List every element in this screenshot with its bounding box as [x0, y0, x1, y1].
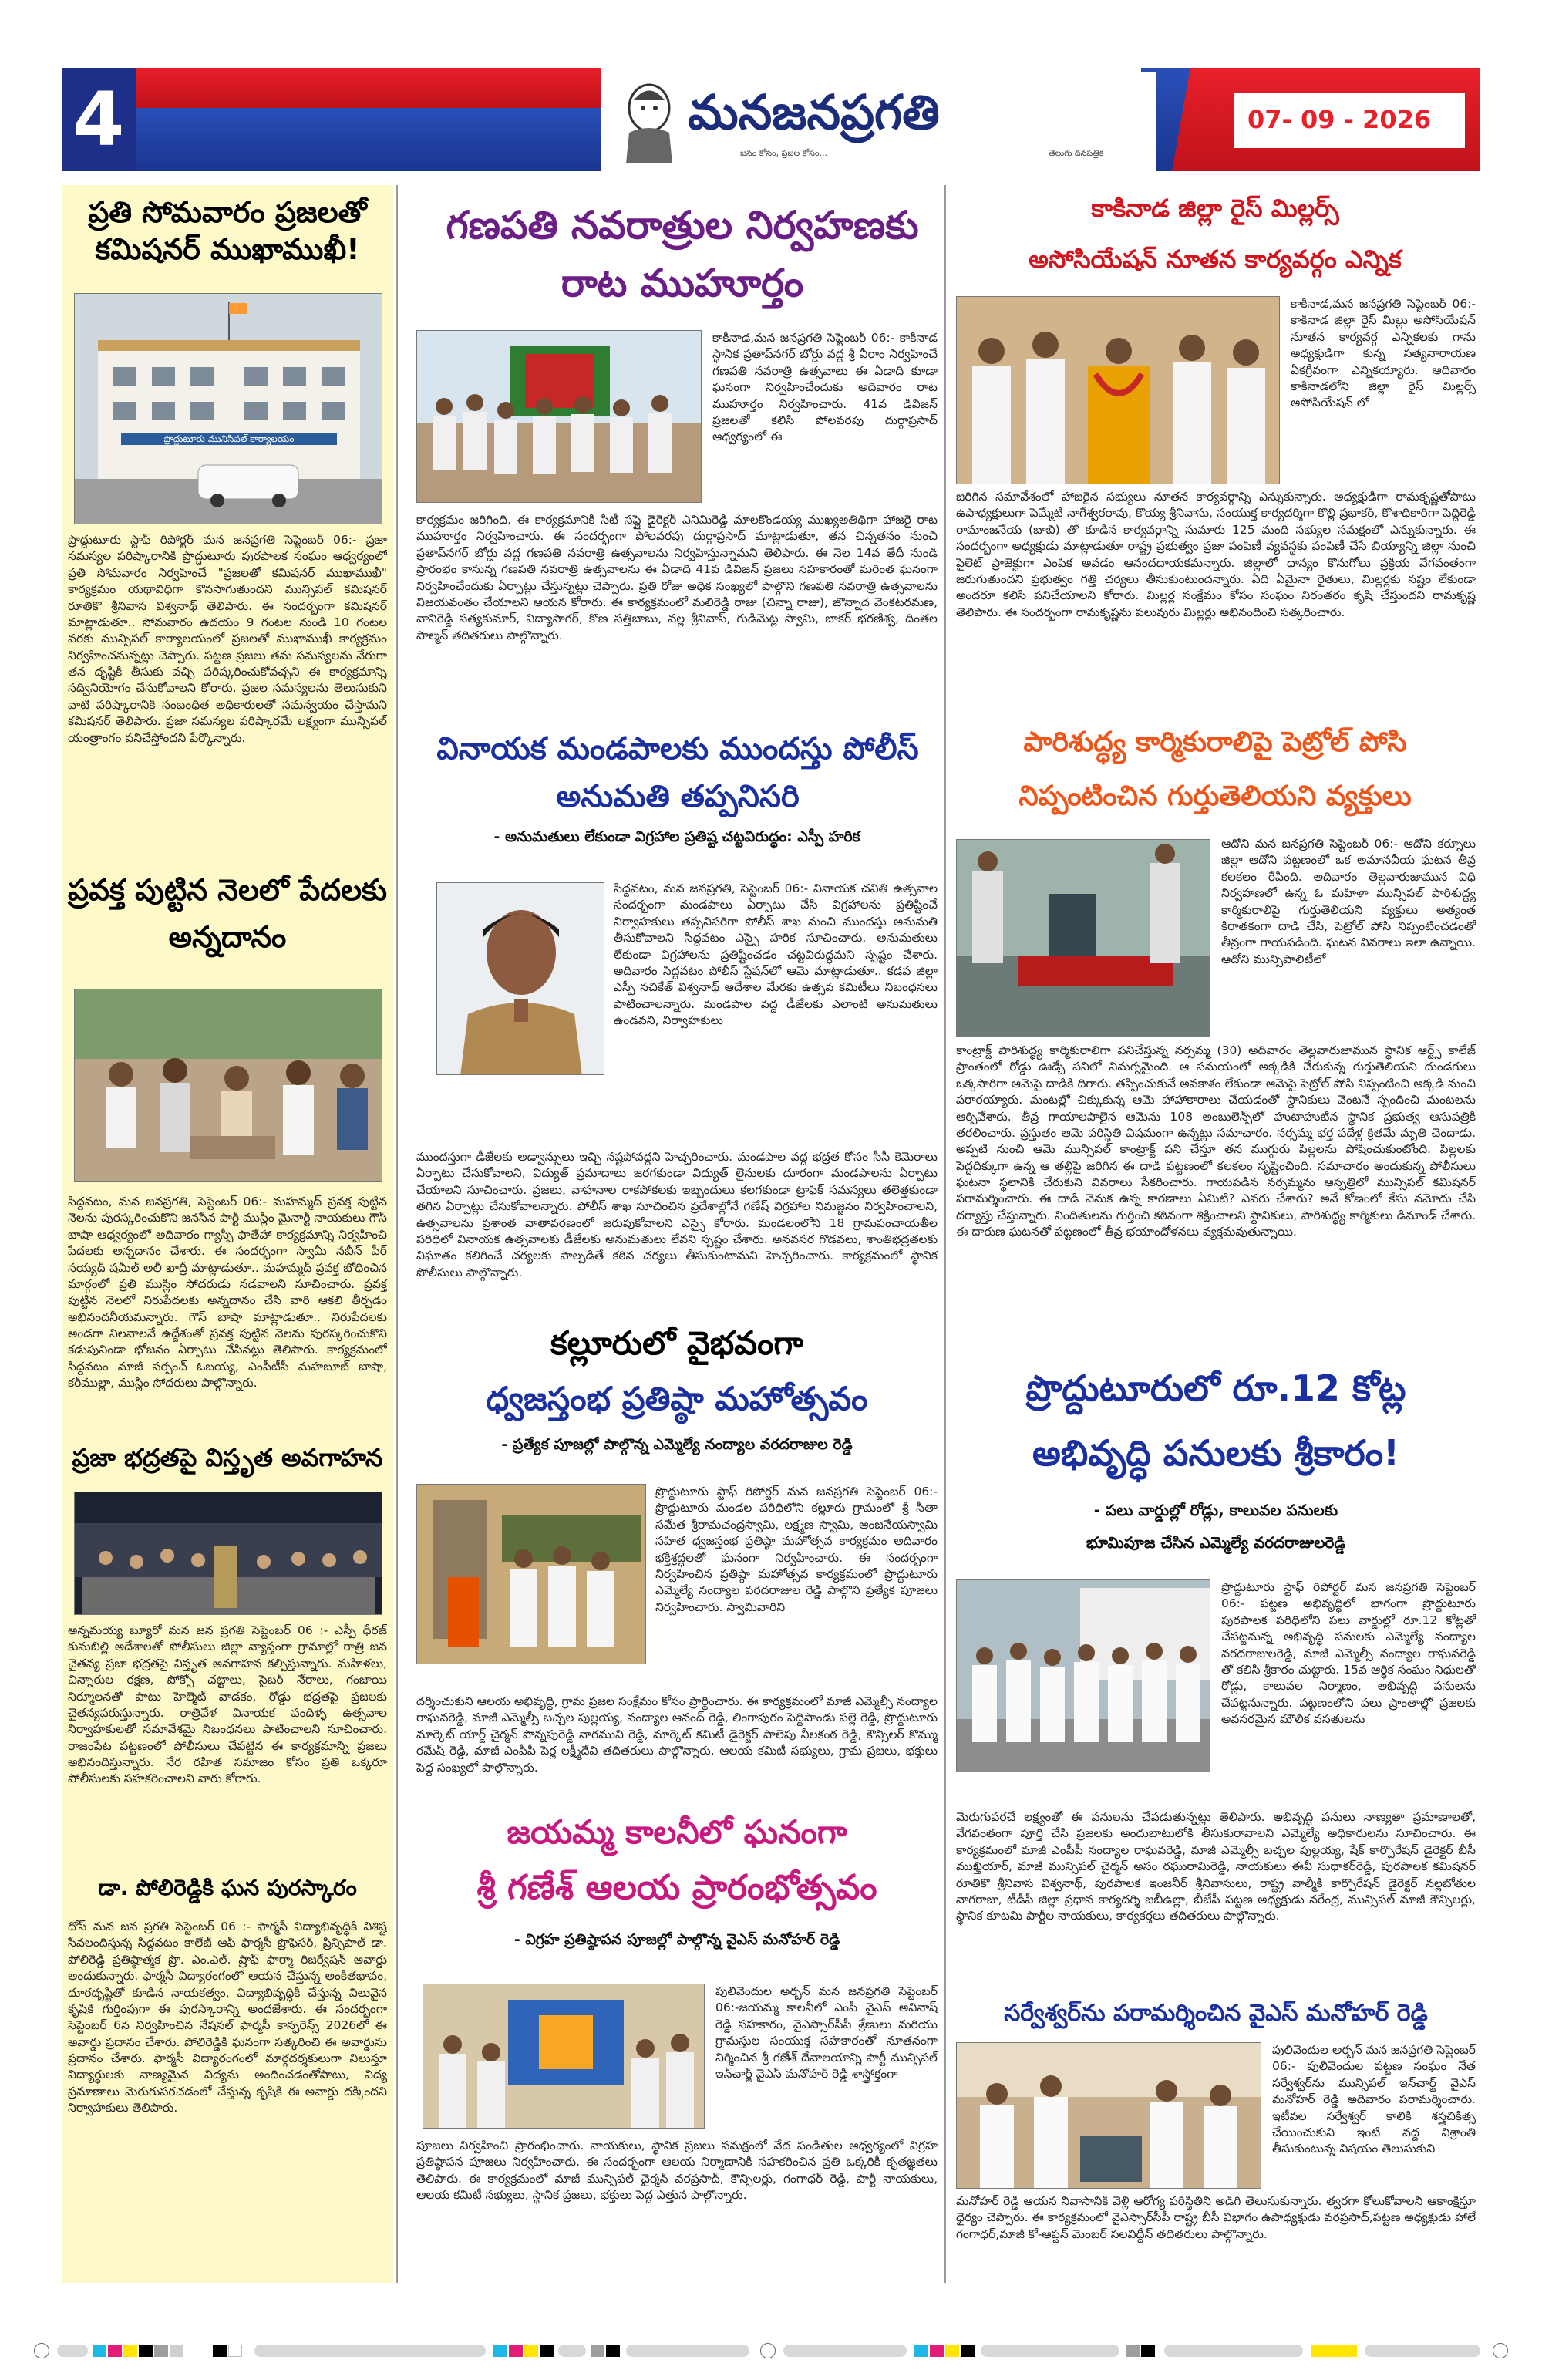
swatch-gray [154, 2345, 168, 2357]
body-jayamma-narrow: పులివెందుల అర్బన్ మన జనప్రగతి సెప్టెంబర్ 06:-జయమ్మ కాలనీలో ఎంపీ వైఎస్ అవినాష్ రెడ్డి సహకారం, వైఎస్సార్‌సీపీ శ్రేణులు మరియు గ్రామస్తుల సంయుక్త సహకారంతో నూతనంగా నిర్మించిన శ్రీ గణేశ్ దేవాలయాన్ని పార్టీ మున్సిపల్ ఇన్‌చార్జ్ వైఎస్ మనోహర్ రెడ్డి శాస్త్రోక్తంగా [715, 1984, 938, 2081]
swatch-black [139, 2345, 153, 2357]
swatch-black [606, 2345, 620, 2357]
building-sign-text: ప్రొద్దుటూరు మునిసిపల్ కార్యాలయం [163, 433, 295, 444]
swatch-white [228, 2345, 242, 2357]
police-officer-image [437, 883, 604, 1075]
swatch-cyan [493, 2345, 507, 2357]
photo-kallur [416, 1484, 646, 1664]
body-ganapati-wide: కార్యక్రమం జరిగింది. ఈ కార్యక్రమానికి సిటీ సప్లై డైరెక్టర్ ఎనిమిరెడ్డి మాలకొండయ్య ముఖ్యఅతిథిగా హాజరై రాట ముహూర్తం నిర్వహించారు. ఈ సందర్భంగా పోలవరపు దుర్గాప్రసాద్ మాట్లాడుతూ, తన చిన్నతనం నుంచి ప్రతాప్‌నగర్ బోర్డు వద్ద గణపతి నవరాత్రి ఉత్సవాలను నిర్వహిస్తున్నామని తెలిపారు. ఈ నెల 14వ తేదీ నుండి ప్రారంభం కానున్న గణపతి నవరాత్రి ఉత్సవాలను ఈ ఏడాది 41వ డివిజన్ ప్రజలు సహకారంతో మరింత ఘనంగా నిర్వహించేందుకు ఏర్పాట్లు చేస్తున్నట్లు చెప్పారు. ప్రతి రోజు అధిక సంఖ్యలో పాల్గొని గణపతి నవరాత్రి ఉత్సవాలను విజయవంతం చేయాలని ఆయన కోరారు. ఈ కార్యక్రమంలో మలిరెడ్డి రాజు (చిన్నా రాజు), జొన్నాద వెంకటరమణ, వానిరెడ్డి సత్యకుమార్, విద్యాసాగర్, కొణ సత్తిబాబు, వల్ల శ్రీనివాస్, గుడిమెట్ల స్వామి, బాకర్ భరణిశ్వ, దింతల సాల్మన్ తదితరులు పాల్గొన్నారు. [416, 513, 938, 642]
body-development-narrow: ప్రొద్దుటూరు స్టాఫ్ రిపోర్టర్ మన జనప్రగతి సెప్టెంబర్ 06:- పట్టణ అభివృద్ధిలో భాగంగా ప్రొద్దుటూరు పురపాలక పరిధిలోని పలు వార్డుల్లో రూ.12 కోట్లతో చేపట్టనున్న అభివృద్ధి పనులకు ఎమ్మెల్యే నంద్యాల వరదరాజులరెడ్డి, మాజీ ఎమ్మెల్సీ నంద్యాల రాఘవరెడ్డి తో కలిసి శ్రీకారం చుట్టారు. 15వ ఆర్థిక సంఘం నిధులతో రోడ్లు, కాలువల నిర్మాణం, అభివృద్ధి పనులను చేపట్టనున్నారు. పట్టణంలోని పలు ప్రాంతాల్లో ప్రజలకు అవసరమైన మౌలిక వసతులను [1221, 1580, 1476, 1726]
photo-sanitation [956, 839, 1210, 1037]
swatch-magenta [108, 2345, 122, 2357]
body-commissioner: ప్రొద్దుటూరు స్టాఫ్ రిపోర్టర్ మన జనప్రగతి సెప్టెంబర్ 06:- ప్రజా సమస్యల పరిష్కారానికి ప్రొద్దుటూరు పురపాలక సంఘం ఆధ్వర్యంలో ప్రతి సోమవారం నిర్వహించే "ప్రజలతో కమిషనర్ ముఖాముఖీ" కార్యక్రమం యథావిధిగా కొనసాగుతుందని మున్సిపల్ కమిషనర్ రూతికొ శ్రీనివాస విశ్వనాథ్ తెలిపారు. ఈ సందర్భంగా కమిషనర్ మాట్లాడుతూ.. సోమవారం ఉదయం 9 గంటల నుండి 10 గంటల వరకు మున్సిపల్ కార్యాలయంలో ప్రజలతో ముఖాముఖీ కార్యక్రమం నిర్వహించనున్నట్లు చెప్పారు. పట్టణ ప్రజలు తమ సమస్యలను నేరుగా తన దృష్టికి తీసుకు వచ్చి పరిష్కరించుకోవచ్చని ఈ కార్యక్రమాన్ని సద్వినియోగం చేసుకోవాలని కోరారు. ప్రజల సమస్యలను తెలుసుకుని వాటి పరిష్కారానికి సంబంధిత అధికారులతో సమన్వయం చేస్తామని కమిషనర్ తెలిపారు. ప్రజా సమస్యల పరిష్కారమే లక్ష్యంగా మున్సిపల్ యంత్రాంగం పనిచేస్తోందని పేర్కొన్నారు. [68, 533, 387, 745]
body-rice-narrow: కాకినాడ,మన జనప్రగతి సెప్టెంబర్ 06:- కాకినాడ జిల్లా రైస్ మిల్లు అసోసియేషన్ నూతన కార్యవర్గ ఎన్నికలకు గాను అధ్యక్షుడిగా కున్న సత్యనారాయణ ఏకగ్రీవంగా ఎన్నికయ్యారు. ఆదివారం కాకినాడలోని జిల్లా రైస్ మిల్లర్స్ అసోసియేషన్ లో [1291, 297, 1476, 410]
headline-award: డా. పోలిరెడ్డికి ఘన పురస్కారం [98, 1875, 357, 1900]
photo-municipal-building [74, 293, 382, 524]
millers-group-image [957, 297, 1280, 484]
body-jayamma-wide: పూజలు నిర్వహించి ప్రారంభించారు. నాయకులు, స్థానిక ప్రజలు సమక్షంలో వేద పండితుల ఆధ్వర్యంలో విగ్రహ ప్రతిష్ఠాపన పూజలు నిర్వహించారు. ఈ సందర్భంగా ఆలయ నిర్మాణానికి సహకరించిన ప్రతి ఒక్కరికీ కృతజ్ఞతలు తెలిపారు. ఈ కార్యక్రమంలో మాజీ మున్సిపల్ చైర్మన్ వరప్రసాద్, కౌన్సిలర్లు, గంగాధర్ రెడ్డి, పార్టీ నాయకులు, ఆలయ కమిటీ సభ్యులు, స్థానిక ప్రజలు, భక్తులు పెద్ద ఎత్తున పాల్గొన్నారు. [416, 2139, 938, 2203]
footer-pill [981, 2345, 1119, 2357]
temple-opening-image [423, 1984, 705, 2129]
headline-jayamma-line1: జయమ్మ కాలనీలో ఘనంగా [507, 1813, 847, 1851]
headline-rice-line1: కాకినాడ జిల్లా రైస్ మిల్లర్స్ [1091, 194, 1339, 223]
body-rice-wide: జరిగిన సమావేశంలో హాజరైన సభ్యులు నూతన కార్యవర్గాన్ని ఎన్నుకున్నారు. అధ్యక్షుడిగా రామకృష్ణతోపాటు ఉపాధ్యక్షులుగా పెమ్మేటి నాగేశ్వరరావు, కొయ్య శ్రీనివాసు, సంయుక్త కార్యదర్శిగా కొల్లి ప్రభాకర్, కోశాధికారిగా పెద్దిరెడ్డి రామాంజనేయ (బాబి) తో కూడిన కార్యవర్గాన్ని సుమారు 125 మంది సభ్యుల సమక్షంలో ఎన్నుకున్నారు. ఈ సందర్భంగా అధ్యక్షుడు మాట్లాడుతూ రాష్ట్ర ప్రభుత్వం ప్రజా పంపిణీ వ్యవస్థకు పంపిణీ చేసే బియ్యాన్ని జిల్లా నుంచి పైలెట్ ప్రాజెక్టుగా ఎంపిక అవడం ఆనందదాయకమన్నారు. జిల్లాలో ధాన్యం కొనుగోలు ప్రక్రియ వేగవంతంగా జరుగుతుందని ప్రభుత్వం గత్తి చర్యలు తీసుకుంటుందన్నారు. ఏది ఏమైనా రైతులు, మిల్లర్లకు నష్టం లేకుండా అందరూ కలిసి పనిచేయాలని కోరారు. మిల్లర్ల సంక్షేమం కోసం సంఘం నిరంతరం కృషి చేస్తుందని రామకృష్ణ తెలిపారు. ఈ సందర్భంగా రామకృష్ణను పలువురు మిల్లర్లు అభినందించి సత్కరించారు. [956, 490, 1476, 619]
masthead-logo-icon [617, 77, 682, 167]
swatch-cyan [93, 2345, 106, 2357]
footer-pill [626, 2345, 749, 2357]
swatch-magenta [930, 2345, 944, 2357]
body-annadanam: సిద్దవటం, మన జనప్రగతి, సెప్టెంబర్ 06:- మహమ్మద్ ప్రవక్త పుట్టిన నెలను పురస్కరించుకొని జనసేన పార్టీ ముస్లిం మైనార్టీ నాయకులు గౌస్ బాషా ఆధ్వర్యంలో అదివారం గ్యాస్పీ ఫాతేహా కార్యక్రమాన్ని నిర్వహించి పేదలకు అన్నదానం చేశారు. ఈ సందర్భంగా స్వామీ నబీన్ పీర్ సయ్యద్ షమీల్ అలీ ఖాద్రీ మాట్లాడుతూ.. మహమ్మద్ ప్రవక్త బోధించిన మార్గంలో ప్రతి ముస్లిం సోదరుడు నడవాలని సూచించారు. ప్రవక్త పుట్టిన నెలలో నిరుపేదలకు అన్నదానం చేసి వారి ఆకలి తీర్చడం అభినందనీయమన్నారు. గౌస్ బాషా మాట్లాడుతూ.. నిరుపేదలకు అండగా నిలవాలనే ఉద్దేశంతో ప్రవక్త పుట్టిన నెలను పురస్కరించుకొని కడుపునిండా భోజనం ఏర్పాటు చేసినట్లు తెలిపారు. కార్యక్రమంలో సిద్దవటం మాజీ సర్పంచ్ ఓబయ్య, ఎంపీటీసీ మహబూబ్ బాషా, కరీముల్లా, ముస్లిం సోదరులు పాల్గొన్నారు. [68, 1195, 387, 1391]
headline-rice-line2: అసోసియేషన్ నూతన కార్యవర్గం ఎన్నిక [1029, 244, 1402, 274]
headline-awareness: ప్రజా భద్రతపై విస్తృత అవగాహన [72, 1443, 383, 1472]
masthead-tagline: జనం కోసం, ప్రజల కోసం... [740, 148, 828, 158]
subhead-development-line2: భూమిపూజ చేసిన ఎమ్మెల్యే వరదరాజులరెడ్డి [1086, 1533, 1346, 1552]
swatch-black [1141, 2345, 1155, 2357]
headline-sarveswar: సర్వేశ్వర్‌ను పరామర్శించిన వైఎస్ మనోహర్ రెడ్డి [1004, 2000, 1428, 2027]
annadanam-image [75, 989, 382, 1182]
body-kallur-narrow: ప్రొద్దుటూరు స్టాఫ్ రిపోర్టర్ మన జనప్రగతి సెప్టెంబర్ 06:-ప్రొద్దుటూరు మండల పరిధిలోని కల్లూరు గ్రామంలో శ్రీ సీతా సమేత శ్రీరామచంద్రస్వామి, లక్ష్మణ స్వామి, ఆంజనేయస్వామి సహిత ధ్వజస్తంభ ప్రతిష్ఠా మహోత్సవ కార్యక్రమం అదివారం భక్తిశ్రద్ధలతో ఘనంగా నిర్వహించారు. ఈ సందర్భంగా నిర్వహించిన ప్రతిష్ఠా మహోత్సవ కార్యక్రమంలో ప్రొద్దుటూరు ఎమ్మెల్యే నంద్యాల వరదరాజుల రెడ్డి పాల్గొని ప్రత్యేక పూజలు నిర్వహించారు. స్వామివారిని [655, 1485, 938, 1614]
body-sarveswar-wide: మనోహర్ రెడ్డి ఆయన నివాసానికి వెళ్లి ఆరోగ్య పరిస్థితిని అడిగి తెలుసుకున్నారు. త్వరగా కోలుకోవాలని ఆకాంక్షిస్తూ ధైర్యం చెప్పారు. ఈ కార్యక్రమంలో వైఎస్సార్‌సీపీ రాష్ట్ర బీసీ విభాగం ఉపాధ్యక్షుడు వరప్రసాద్,పట్టణ అధ్యక్షుడు హాలే గంగాధర్,మాజీ కో-ఆప్షన్ మెంబర్ సలవిద్దీన్ తదితరులు పాల్గొన్నారు. [956, 2194, 1476, 2241]
temple-ritual-image [417, 1485, 646, 1664]
footer-pill [1365, 2345, 1480, 2357]
footer-pill [1164, 2345, 1303, 2357]
awareness-image [75, 1492, 382, 1615]
body-kallur-wide: దర్శించుకుని ఆలయ అభివృద్ధి, గ్రామ ప్రజల సంక్షేమం కోసం ప్రార్థించారు. ఈ కార్యక్రమంలో మాజీ ఎమ్మెల్సీ నంద్యాల రాఘవరెడ్డి, మాజీ ఎమ్మెల్సీ బచ్చల పుల్లయ్య, నంద్యాల ఆనంద్ రెడ్డి, లింగాపురం పెద్దిపాండు పల్లె రెడ్డి, ప్రొద్దుటూరు మార్కెట్ యార్డ్ చైర్మన్ పొన్నపురెడ్డి నాగముని రెడ్డి, మార్కెట్ కమిటీ డైరెక్టర్ పాలెపు నీలకంఠ రెడ్డి, కౌన్సిలర్ కొమ్ము రమేష్ రెడ్డి, మాజీ ఎంపీపీ పెర్ల లక్ష్మీదేవి తదితరులు పాల్గొన్నారు. ఆలయ కమిటీ సభ్యులు, గ్రామ ప్రజలు, భక్తులు పెద్ద సంఖ్యలో పాల్గొన్నారు. [416, 1694, 938, 1775]
body-development-wide: మెరుగుపరచే లక్ష్యంతో ఈ పనులను చేపడుతున్నట్లు తెలిపారు. అభివృద్ధి పనులు నాణ్యతా ప్రమాణాలతో, వేగవంతంగా పూర్తి చేసి ప్రజలకు అందుబాటులోకి తీసుకురావాలని ఎమ్మెల్యే అధికారులను సూచించారు. ఈ కార్యక్రమంలో మాజీ ఎంపీపీ నంద్యాల రాఘవరెడ్డి, మాజీ ఎమ్మెల్సీ బచ్చల పుల్లయ్య, షేక్ కార్పొరేషన్ డైరెక్టర్ బీసీ ముఖ్తియార్, మాజీ మున్సిపల్ చైర్మన్ అసం రఘురామిరెడ్డి, నాయకులు ఈవీ సుధాకర్‌రెడ్డి, పురపాలక కమిషనర్ రూతికొ శ్రీనివాస విశ్వనాథ్, పురపాలక ఇంజనీర్ శ్రీనివాసులు, రాష్ట్ర వాల్మీకి కార్పొరేషన్ డైరెక్టర్ నల్లబోతుల నాగరాజు, టీడీపీ జిల్లా ప్రధాన కార్యదర్శి జబీఉల్లా, బీజేపీ పట్టణ అధ్యక్షుడు నరేంద్ర, మున్సిపల్ మాజీ కౌన్సిలర్లు, స్థానిక కూటమి పార్టీల నాయకులు, కార్యకర్తలు తదితరులు పాల్గొన్నారు. [956, 1810, 1476, 1923]
column-separator [396, 185, 398, 2283]
masthead-title: మనజనప్రగతి [688, 84, 940, 140]
subhead-development-line1: - పలు వార్డుల్లో రోడ్లు, కాలువల పనులకు [1093, 1501, 1338, 1519]
footer-pill [254, 2345, 486, 2357]
headline-kallur-line1: కల్లూరులో వైభవంగా [550, 1324, 804, 1362]
headline-development-line1: ప్రొద్దుటూరులో రూ.12 కోట్ల [1025, 1367, 1406, 1409]
footer-pill [558, 2345, 586, 2357]
headline-annadanam: ప్రవక్త పుట్టిన నెలలో పేదలకు అన్నదానం [68, 873, 387, 954]
swatch-yellow [1311, 2345, 1357, 2357]
photo-awareness [74, 1492, 382, 1615]
headline-commissioner: ప్రతి సోమవారం ప్రజలతో కమిషనర్ ముఖాముఖీ! [88, 195, 367, 266]
header-blue-band-left [62, 108, 617, 171]
crop-mark-right [1493, 2343, 1508, 2358]
page-number: 4 [62, 68, 136, 171]
swatch-gray-light [170, 2345, 183, 2357]
photo-sarveswar [956, 2042, 1261, 2189]
groundbreaking-image [957, 1580, 1210, 1772]
headline-sanitation-line2: నిప్పంటించిన గుర్తుతెలియని వ్యక్తులు [1018, 780, 1412, 812]
photo-rice-millers [956, 296, 1280, 484]
crop-mark [34, 2343, 49, 2358]
body-sarveswar-narrow: పులివెందుల అర్బన్ మన జనప్రగతి సెప్టెంబర్ 06:- పులివెందుల పట్టణ సంఘం నేత సర్వేశ్వర్‌ను మున్సిపల్ ఇన్‌చార్జ్ వైఎస్ మనోహర్ రెడ్డి అదివారం పరామర్శించారు. ఇటీవల సర్వేశ్వర్ కాలికి శస్త్రచికిత్స చేయించుకుని ఇంటి వద్ద విశ్రాంతి తీసుకుంటున్న విషయం తెలుసుకుని [1272, 2043, 1476, 2156]
building-image [75, 294, 382, 524]
footer-registration-bar [0, 2335, 1542, 2366]
swatch-magenta [509, 2345, 523, 2357]
visit-image [957, 2043, 1261, 2189]
masthead-tagline-right: తెలుగు దినపత్రిక [1049, 148, 1104, 158]
swatch-cyan [914, 2345, 928, 2357]
issue-date: 07- 09 - 2026 [1247, 105, 1432, 134]
subhead-vinayaka: - అనుమతులు లేకుండా విగ్రహాల ప్రతిష్ట చట్టవిరుద్ధం: ఎస్పీ హరిక [493, 828, 860, 845]
photo-jayamma [423, 1984, 705, 2129]
headline-vinayaka: వినాయక మండపాలకు ముందస్తు పోలీస్ అనుమతి తప్పనిసరి [436, 731, 919, 814]
body-sanitation-wide: కాంట్రాక్ట్ పారిశుద్ధ్య కార్మికురాలిగా పనిచేస్తున్న నర్సమ్మ (30) అదివారం తెల్లవారుజామున స్థానిక ఆర్ట్స్ కాలేజ్ ప్రాంతంలో రోడ్డు ఊడ్చే పనిలో నిమగ్నమైంది. ఆ సమయంలో అక్కడికి చేరుకున్న గుర్తుతెలియని దుండగులు ఒక్కసారిగా ఆమెపై దాడికి దిగారు. తప్పించుకునే అవకాశం లేకుండా ఆమెపై పెట్రోల్ పోసి నిప్పంటించి అక్కడి నుంచి పరారయ్యారు. మంటల్లో చిక్కుకున్న ఆమె హాహాకారాలు చేయడంతో స్థానికులు వెంటనే స్పందించి మంటలను ఆర్పివేశారు. తీవ్ర గాయాలపాలైన ఆమెను 108 అంబులెన్స్‌లో హుటాహుటిన స్థానిక ప్రభుత్వ ఆసుపత్రికి తరలించారు. ప్రస్తుతం ఆమె పరిస్థితి విషమంగా ఉన్నట్లు సమాచారం. నర్సమ్మ భర్త పదేళ్ల క్రితమే మృతి చెందాడు. అప్పటి నుంచి ఆమె మున్సిపల్ కాంట్రాక్ట్ పని చేస్తూ తన ముగ్గురు పిల్లలను పోషించుకుంటోంది. పిల్లలకు పెద్దదిక్కుగా ఉన్న ఆ తల్లిపై జరిగిన ఈ దాడి పట్టణంలో కలకలం సృష్టించింది. సమాచారం అందుకున్న పోలీసులు ఘటనా స్థలానికి చేరుకుని వివరాలు సేకరించారు. గాయపడిన నర్సమ్మను ఆస్పత్రిలో మున్సిపల్ కమిషనర్ పరామర్శించారు. ఈ దాడి వెనుక ఉన్న కారణాలు ఏమిటి? ఎవరు చేశారు? అనే కోణంలో కేసు నమోదు చేసి దర్యాప్తు చేస్తున్నారు. నిందితులను గుర్తించి కఠినంగా శిక్షించాలని స్థానికులు, పారిశుద్ధ్య కార్మికులు డిమాండ్ చేశారు. ఈ దారుణ ఘటనతో పట్టణంలో తీవ్ర భయాందోళనలు వ్యక్తమవుతున్నాయి. [956, 1043, 1476, 1239]
ganapati-image [417, 331, 702, 503]
body-vinayaka-wide: ముందస్తుగా డీజేలకు అడ్వాన్సులు ఇచ్చి నష్టపోవద్దని హెచ్చరించారు. మండపాల వద్ద భద్రత కోసం సీసీ కెమెరాలు ఏర్పాటు చేసుకోవాలని, విద్యుత్ ప్రమాదాలు జరగకుండా విద్యుత్ లైనులకు దూరంగా మండపాలను ఏర్పాటు చేయాలని సూచించారు. ప్రజలు, వాహనాల రాకపోకలకు ఇబ్బందులు కలగకుండా ట్రాఫిక్ సమస్యలు తలెత్తకుండా తగిన ఏర్పాట్లు చేసుకోవాలన్నారు. పోలీస్ శాఖ సూచించిన ప్రదేశాల్లోనే గణేష్ విగ్రహాల నిమజ్జనం నిర్వహించాలని, ఉత్సవాలను ప్రశాంత వాతావరణంలో జరుపుకోవాలని ఎస్సై కోరారు. మండలంలోని 18 గ్రామపంచాయతీల పరిధిలో వినాయక ఉత్సవాలకు డీజేలకు అనుమతులు లేవని స్పష్టం చేశారు. అనవసర గొడవలు, శాంతిభద్రతలకు విఘాతం కలిగించే చర్యలకు పాల్పడితే కఠిన చర్యలు తీసుకుంటామని హెచ్చరించారు. కార్యక్రమంలో స్థానిక పోలీసులు పాల్గొన్నారు. [416, 1150, 938, 1279]
swatch-gray [1126, 2345, 1140, 2357]
swatch-gray [591, 2345, 604, 2357]
headline-jayamma-line2: శ్రీ గణేశ్ ఆలయ ప్రారంభోత్సవం [476, 1868, 877, 1907]
subhead-kallur: - ప్రత్యేక పూజల్లో పాల్గొన్న ఎమ్మెల్యే నంద్యాల వరదరాజుల రెడ్డి [501, 1436, 853, 1453]
body-awareness: అన్నమయ్య బ్యూరో మన జన ప్రగతి సెప్టెంబర్ 06 :- ఎస్పీ ధీరజ్ కునుబిల్లి అదేశాలతో పోలీసులు జిల్లా వ్యాప్తంగా గ్రామాల్లో రాత్రి జన చైతన్య ప్రజా భద్రతపై విస్తృత అవగాహన కల్పిస్తున్నారు. మహిళలు, చిన్నారుల రక్షణ, పోక్సో చట్టాలు, సైబర్ నేరాలు, గంజాయి నిర్మూలనతో పాటు హెల్మెట్ వాడకం, రోడ్డు భద్రతపై ప్రజలకు చైతన్యపరుస్తున్నారు. రాత్రివేళ వినాయక పందిళ్ళ ఉత్సవాల నిర్వాహకులతో సమావేశమై నిబంధనలు పాటించాలని సూచించారు. రాజంపేట పట్టణంలో పోలీసులు చేపట్టిన ఈ కార్యక్రమాన్ని ప్రజలు అభినందిస్తున్నారు. నేర రహిత సమాజం కోసం ప్రతి ఒక్కరూ పోలీసులకు సహకరించాలని వారు కోరారు. [68, 1623, 387, 1786]
photo-annadanam [74, 989, 382, 1182]
crop-mark-center [760, 2343, 776, 2358]
headline-kallur-line2: ధ్వజస్తంభ ప్రతిష్ఠా మహోత్సవం [486, 1380, 868, 1418]
body-sanitation-narrow: ఆదోని మన జనప్రగతి సెప్టెంబర్ 06:- ఆదోని కర్నూలు జిల్లా ఆదోని పట్టణంలో ఒక అమానవీయ ఘటన తీవ్ర కలకలం రేపింది. అదివారం తెల్లవారుజామున విధి నిర్వహణలో ఉన్న ఓ మహిళా మున్సిపల్ పారిశుద్ధ్య కార్మికురాలిపై గుర్తుతెలియని వ్యక్తులు అత్యంత కిరాతకంగా దాడి చేసి, పెట్రోల్ పోసి నిప్పంటించడంతో తీవ్రంగా గాయపడింది. ఘటన వివరాలు ఇలా ఉన్నాయి. ఆదోని మున్సిపాలిటీలో [1221, 837, 1476, 966]
headline-sanitation-line1: పారిశుద్ధ్య కార్మికురాలిపై పెట్రోల్ పోసి [1023, 726, 1407, 758]
swatch-yellow [945, 2345, 959, 2357]
swatch-yellow [524, 2345, 538, 2357]
footer-pill [57, 2345, 88, 2357]
body-ganapati-narrow: కాకినాడ,మన జనప్రగతి సెప్టెంబర్ 06:- కాకినాడ స్థానిక ప్రతాప్‌నగర్ బోర్డు వద్ద శ్రీ వీరాం నిర్వహించే గణపతి నవరాత్రి ఉత్సవాలు ఈ ఏడాది కూడా ఘనంగా నిర్వహించేందుకు అదివారం రాట ముహూర్తం నిర్వహించారు. 41వ డివిజన్ ప్రజలతో కలిసి పోలవరపు దుర్గాప్రసాద్ ఆధ్వర్యంలో ఈ [712, 331, 938, 444]
body-vinayaka-narrow: సిద్దవటం, మన జనప్రగతి, సెప్టెంబర్ 06:- వినాయక చవితి ఉత్సవాల సందర్భంగా మండపాలు ఏర్పాటు చేసి విగ్రహాలను ప్రతిష్టించే నిర్వాహకులు తప్పనిసరిగా పోలీస్ శాఖ నుంచి ముందస్తు అనుమతి తీసుకోవాలని సిద్దవటం ఎస్సై హరిక సూచించారు. అనుమతులు లేకుండా విగ్రహాలను ప్రతిష్టించడం చట్టవిరుద్ధమని స్పష్టం చేశారు. అదివారం సిద్దవటం పోలీస్ స్టేషన్‌లో ఆమె మాట్లాడుతూ.. కడప జిల్లా ఎస్పీ నచికేత్ విశ్వనాథ్ ఆదేశాల మేరకు ఉత్సవ కమిటీలు నిబంధనలు పాటించాలన్నారు. మండపాల వద్ద డీజేలకు ఎలాంటి అనుమతులు ఉండవని, నిర్వాహకులు [614, 882, 938, 1027]
footer-pill [783, 2345, 907, 2357]
headline-ganapati: గణపతి నవరాత్రుల నిర్వహణకు రాట ముహూర్తం [446, 203, 919, 305]
swatch-black [213, 2345, 227, 2357]
body-award: దోస్ మన జన ప్రగతి సెప్టెంబర్ 06 :- ఫార్మసీ విద్యాభివృద్ధికి విశిష్ట సేవలందిస్తున్న సిద్దవటం కాలేజ్ ఆఫ్ ఫార్మసీ ప్రొఫెసర్, ప్రిన్సిపాల్ డా. పోలిరెడ్డి ప్రతిష్ఠాత్మక ప్రొ. ఎం.ఎల్. ష్రాఫ్ ఫార్మా రిజర్వేషన్ అవార్డు అందుకున్నారు. ఫార్మసీ విద్యారంగంలో ఆయన చేస్తున్న అంకితభావం, దూరదృష్టితో కూడిన నాయకత్వం, విద్యాభివృద్ధికి చేస్తున్న విలువైన కృషికి గుర్తింపుగా ఈ పురస్కారాన్ని అందజేశారు. ఈ సందర్భంగా సెప్టెంబర్ 6న నిర్వహించిన నేషనల్ ఫార్మసీ కాన్ఫరెన్స్ 2026లో ఈ అవార్డు ప్రదానం చేశారు. పోలిరెడ్డికి ఘనంగా సత్కరించి ఈ అవార్డును ప్రదానం చేశారు. ఫార్మసీ విద్యారంగంలో మార్గదర్శకులుగా నిలుస్తూ విద్యార్థులకు నాణ్యమైన విద్యను అందించడంతోపాటు, విద్య ప్రమాణాలు మెరుగుపరచడంలో చేస్తున్న కృషికి ఈ అవార్డు దక్కిందని నిర్వాహకులు తెలిపారు. [68, 1920, 387, 2115]
photo-ganapati [416, 330, 702, 503]
swatch-yellow [123, 2345, 137, 2357]
headline-development-line2: అభివృద్ధి పనులకు శ్రీకారం! [1032, 1432, 1400, 1474]
photo-development [956, 1579, 1210, 1772]
subhead-jayamma: - విగ్రహ ప్రతిష్ఠాపన పూజల్లో పాల్గొన్న వైఎస్ మనోహర్ రెడ్డి [513, 1931, 840, 1948]
swatch-black [961, 2345, 975, 2357]
hospital-image [957, 840, 1210, 1037]
column-separator [944, 185, 946, 2283]
header-red-band-left [62, 68, 601, 108]
swatch-black [540, 2345, 554, 2357]
page-header [0, 0, 1542, 185]
photo-vinayaka-si [436, 882, 604, 1075]
